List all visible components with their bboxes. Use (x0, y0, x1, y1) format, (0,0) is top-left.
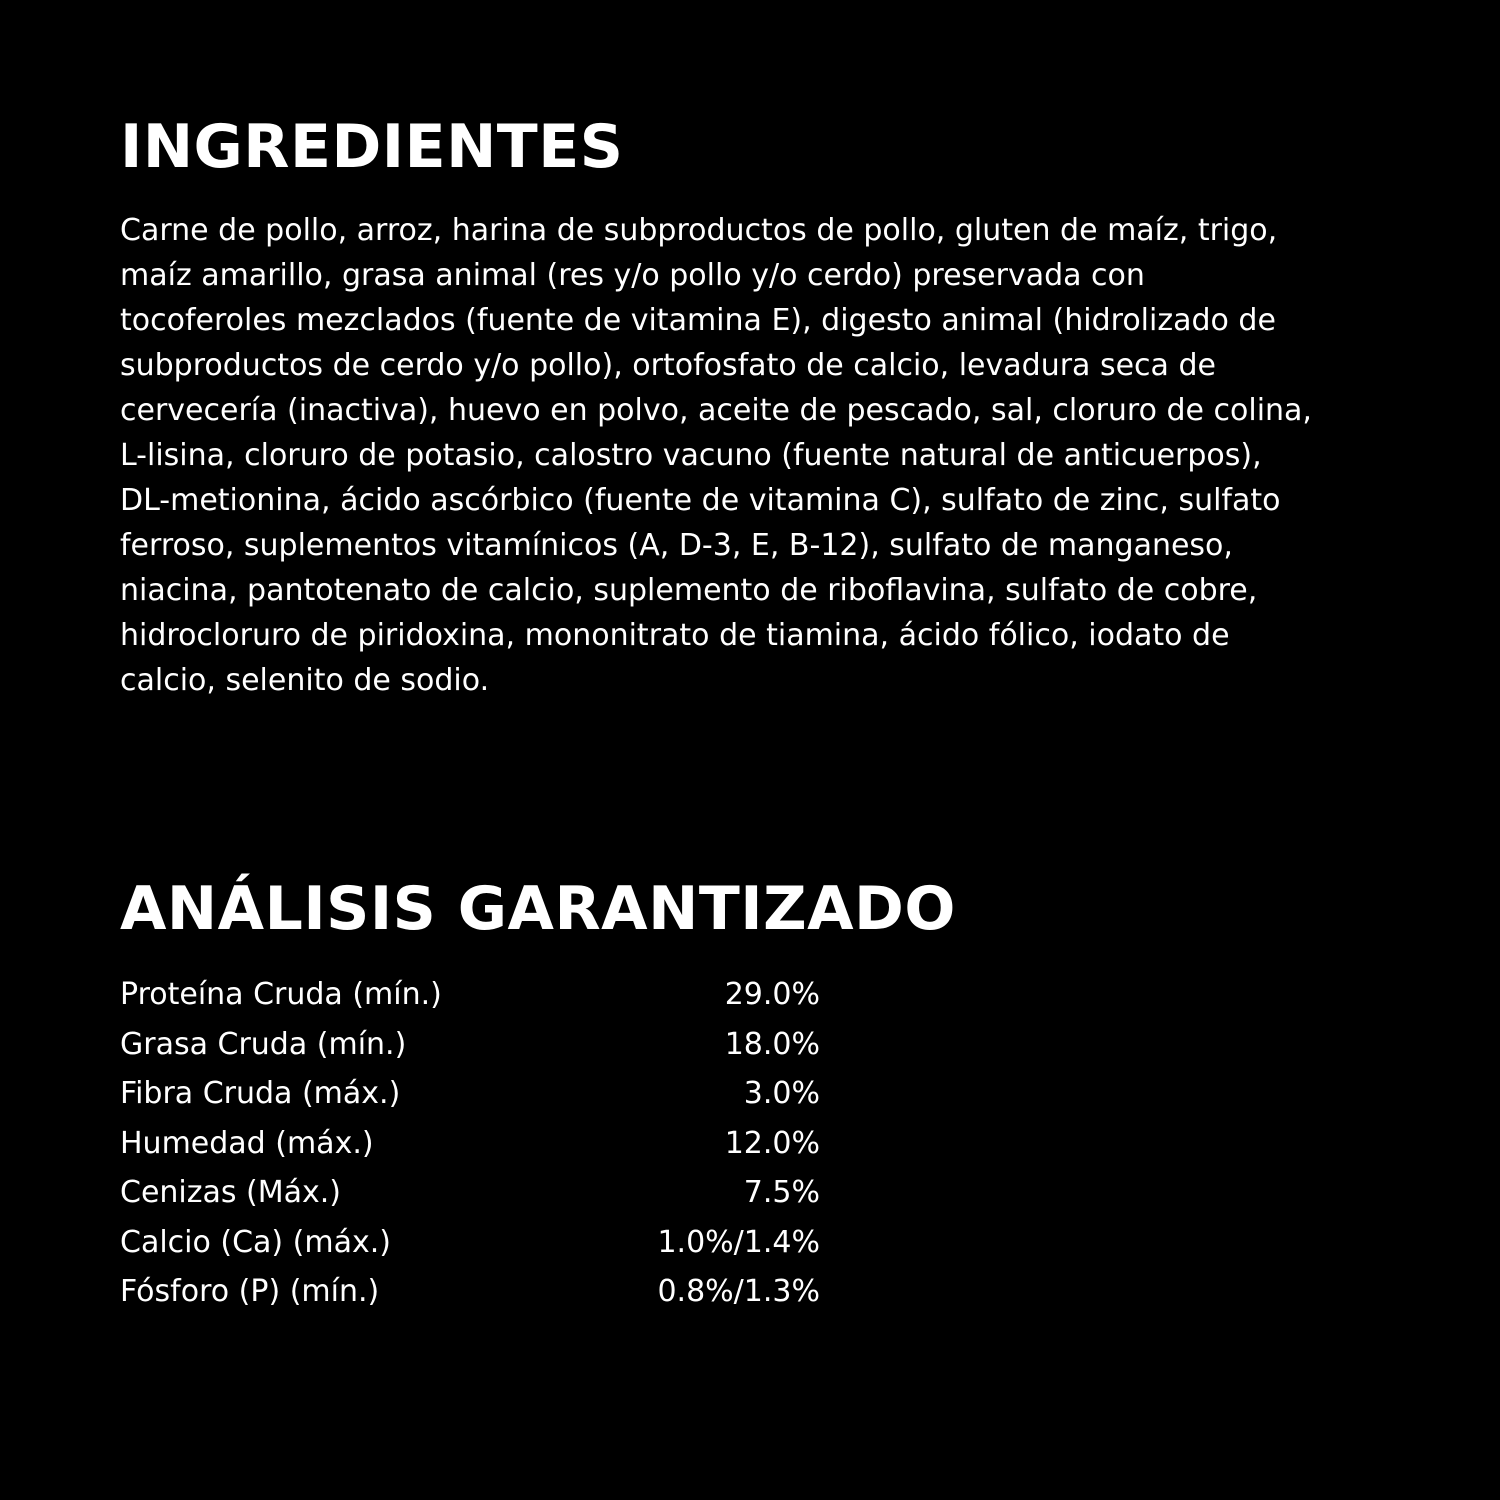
ingredients-line: subproductos de cerdo y/o pollo), ortofosfato de calcio, levadura seca de (120, 348, 1216, 383)
ingredients-line: L-lisina, cloruro de potasio, calostro vacuno (fuente natural de anticuerpos), (120, 438, 1262, 473)
analysis-label: Humedad (máx.) (120, 1125, 374, 1161)
analysis-value: 1.0%/1.4% (657, 1224, 820, 1260)
ingredients-line: maíz amarillo, grasa animal (res y/o pollo y/o cerdo) preservada con (120, 258, 1145, 293)
analysis-row-fiber (120, 1069, 820, 1119)
guaranteed-analysis-table (120, 970, 820, 1317)
analysis-label: Cenizas (Máx.) (120, 1175, 342, 1210)
analysis-value: 7.5% (743, 1175, 820, 1210)
ingredients-list (120, 208, 1360, 703)
analysis-label: Fibra Cruda (máx.) (120, 1076, 401, 1111)
analysis-value: 12.0% (724, 1125, 820, 1161)
guaranteed-analysis-heading: ANÁLISIS GARANTIZADO (120, 874, 956, 944)
analysis-row-fat (120, 1020, 820, 1070)
analysis-label: Proteína Cruda (mín.) (120, 977, 442, 1012)
analysis-value: 29.0% (724, 977, 820, 1012)
analysis-value: 18.0% (724, 1026, 820, 1062)
ingredients-line: tocoferoles mezclados (fuente de vitamina E), digesto animal (hidrolizado de (120, 303, 1276, 338)
ingredients-line: cervecería (inactiva), huevo en polvo, aceite de pescado, sal, cloruro de colina, (120, 393, 1312, 428)
analysis-label: Grasa Cruda (mín.) (120, 1026, 407, 1062)
analysis-row-moisture (120, 1119, 820, 1169)
ingredients-line: niacina, pantotenato de calcio, suplemento de riboflavina, sulfato de cobre, (120, 573, 1258, 608)
ingredients-line: Carne de pollo, arroz, harina de subproductos de pollo, gluten de maíz, trigo, (120, 213, 1278, 248)
analysis-label: Calcio (Ca) (máx.) (120, 1224, 391, 1260)
ingredients-line: hidrocloruro de piridoxina, mononitrato de tiamina, ácido fólico, iodato de (120, 618, 1230, 653)
analysis-row-ash (120, 1168, 820, 1218)
analysis-row-phosphorus (120, 1267, 820, 1317)
analysis-value: 0.8%/1.3% (657, 1274, 820, 1309)
analysis-row-protein (120, 970, 820, 1020)
ingredients-heading: INGREDIENTES (120, 112, 624, 182)
ingredients-line: calcio, selenito de sodio. (120, 663, 490, 698)
analysis-value: 3.0% (743, 1076, 820, 1111)
analysis-label: Fósforo (P) (mín.) (120, 1274, 380, 1309)
analysis-row-calcium (120, 1218, 820, 1268)
ingredients-line: DL-metionina, ácido ascórbico (fuente de vitamina C), sulfato de zinc, sulfato (120, 483, 1281, 518)
ingredients-line: ferroso, suplementos vitamínicos (A, D-3, E, B-12), sulfato de manganeso, (120, 528, 1233, 563)
